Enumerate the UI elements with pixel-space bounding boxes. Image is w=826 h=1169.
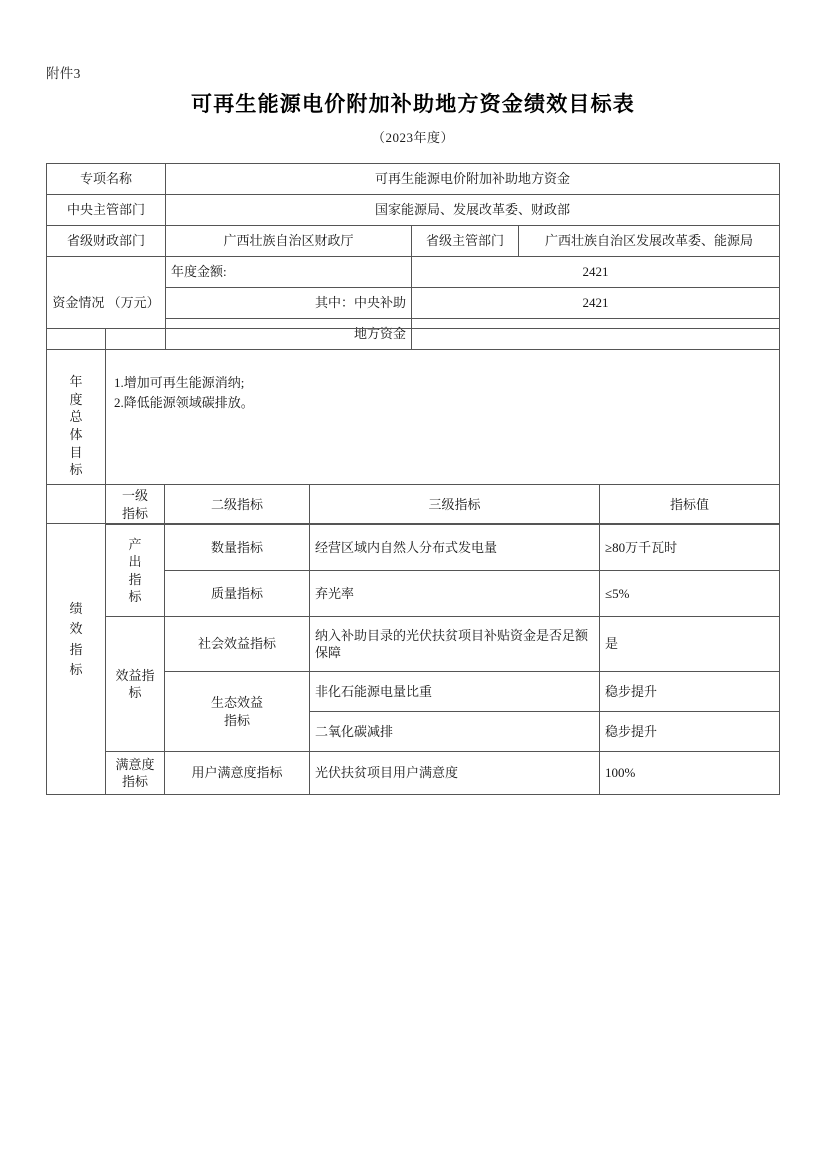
level2-indicator: 质量指标 [165, 571, 310, 617]
goal-label-char: 度 [69, 391, 83, 407]
goal-label-char: 总 [69, 409, 83, 425]
funding-label-line2: （万元） [107, 294, 160, 310]
level1-header-line1: 一级 [121, 488, 148, 503]
table-row [47, 226, 780, 257]
level3-indicator: 二氧化碳减排 [310, 712, 600, 752]
attachment-label: 附件3 [46, 66, 81, 81]
page-subtitle: （2023年度） [371, 130, 454, 145]
kpi-side-label-char: 指 [69, 641, 83, 657]
indicator-value: ≥80万千瓦时 [600, 525, 780, 571]
level1-header-line2: 指标 [121, 505, 148, 521]
table-row [47, 617, 780, 672]
column-header-indicator-value: 指标值 [600, 485, 780, 525]
label-provincial-finance-department: 省级财政部门 [47, 226, 166, 257]
label-central-department: 中央主管部门 [47, 195, 166, 226]
table-row [47, 257, 780, 288]
level1-line2: 标 [128, 685, 142, 701]
indicator-value: 稳步提升 [600, 672, 780, 712]
label-project-name: 专项名称 [47, 164, 166, 195]
level2-indicator [165, 672, 310, 752]
annual-goal-line-2: 2.降低能源领域碳排放。 [114, 394, 254, 410]
value-provincial-finance-department: 广西壮族自治区财政厅 [166, 226, 412, 257]
column-header-level3: 三级指标 [310, 485, 600, 525]
level1-line1: 效益指 [115, 667, 155, 683]
column-header-level1 [106, 485, 165, 525]
level2-indicator: 社会效益指标 [165, 617, 310, 672]
level1-satisfaction-indicator [106, 752, 165, 795]
label-local-funds: 地方资金 [166, 319, 412, 350]
level1-output-indicator [106, 525, 165, 617]
label-provincial-competent-department: 省级主管部门 [412, 226, 519, 257]
level1-char: 出 [128, 554, 142, 570]
level3-indicator: 纳入补助目录的光伏扶贫项目补贴资金是否足额保障 [310, 617, 600, 672]
value-provincial-competent-department: 广西壮族自治区发展改革委、能源局 [519, 226, 780, 257]
table-row [47, 525, 780, 571]
level1-line2: 指标 [121, 774, 148, 790]
level1-benefit-indicator [106, 617, 165, 752]
goal-label-char: 年 [69, 374, 83, 390]
value-annual-amount: 2421 [412, 257, 780, 288]
table-row [47, 752, 780, 795]
goal-label-char: 体 [69, 427, 83, 442]
indicator-value: 稳步提升 [600, 712, 780, 752]
kpi-side-label-char: 绩 [69, 601, 83, 617]
level3-indicator: 非化石能源电量比重 [310, 672, 600, 712]
label-annual-amount: 年度金额: [166, 257, 412, 288]
indicator-value: ≤5% [600, 571, 780, 617]
goal-label-char: 目 [69, 444, 83, 460]
level2-line1: 生态效益 [210, 695, 263, 711]
level1-char: 产 [128, 536, 142, 552]
kpi-side-label-char: 标 [69, 661, 83, 677]
level2-indicator: 用户满意度指标 [165, 752, 310, 795]
value-central-subsidy: 2421 [412, 288, 780, 319]
project-info-table [46, 163, 780, 350]
kpi-side-label-char: 效 [69, 621, 83, 637]
table-header-row [47, 485, 780, 525]
level2-line2: 指标 [223, 712, 250, 728]
level2-indicator: 数量指标 [165, 525, 310, 571]
indicator-value: 是 [600, 617, 780, 672]
value-central-department: 国家能源局、发展改革委、财政部 [166, 195, 780, 226]
funding-label-line1: 资金情况 [52, 294, 105, 310]
goal-label-char: 标 [69, 462, 83, 478]
value-project-name: 可再生能源电价附加补助地方资金 [166, 164, 780, 195]
level3-indicator: 经营区域内自然人分布式发电量 [310, 525, 600, 571]
annual-goal-line-1: 1.增加可再生能源消纳; [114, 375, 245, 390]
performance-indicator-table [46, 484, 780, 795]
table-row [47, 195, 780, 226]
level1-line1: 满意度 [115, 756, 155, 772]
level1-char: 指 [128, 571, 142, 587]
level3-indicator: 光伏扶贫项目用户满意度 [310, 752, 600, 795]
table-row [47, 164, 780, 195]
label-central-subsidy: 其中：中央补助 [166, 288, 412, 319]
indicator-value: 100% [600, 752, 780, 795]
label-performance-indicator [47, 485, 106, 795]
level1-char: 标 [128, 589, 142, 605]
level3-indicator: 弃光率 [310, 571, 600, 617]
column-header-level2: 二级指标 [165, 485, 310, 525]
page-title: 可再生能源电价附加补助地方资金绩效目标表 [191, 92, 635, 116]
